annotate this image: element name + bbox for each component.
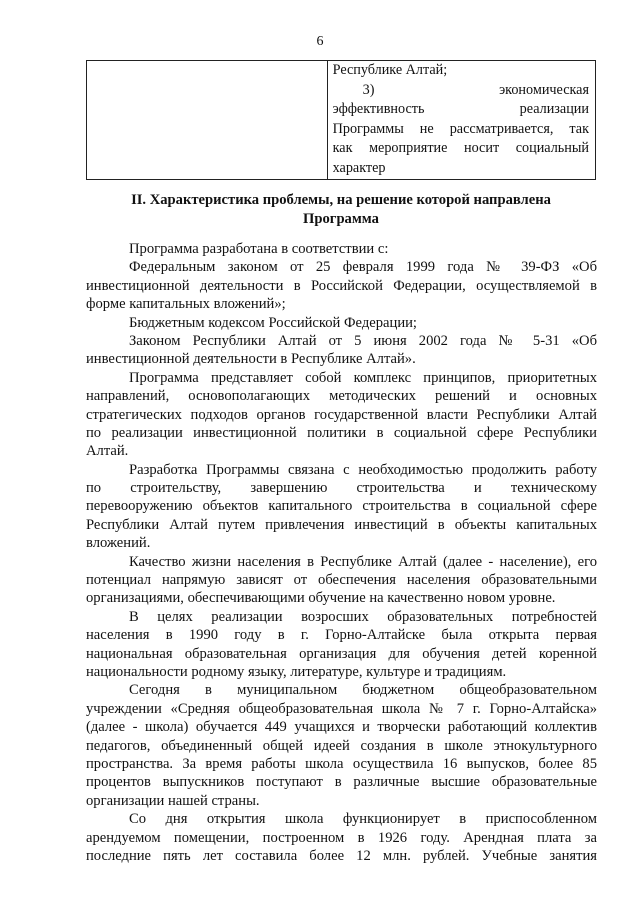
cell-text-line: эффективность реализации [332, 101, 589, 118]
text-line: (далее - школа) обучается 449 учащихся и творчески работающий коллектив [86, 719, 597, 736]
paragraph [86, 681, 597, 810]
text-line: Разработка Программы связана с необходимостью продолжить работу [129, 461, 597, 478]
paragraph [86, 258, 597, 313]
text-line: Со дня открытия школа функционирует в приспособленном [129, 811, 597, 828]
text-line: пространства. За время работы школа осуществила 16 выпусков, более 85 [86, 755, 597, 772]
text-line: Республики Алтай путем привлечения инвестиций в объекты капитальных [86, 516, 597, 533]
text-line: В целях реализации возросших образовательных потребностей [129, 608, 597, 625]
top-table [86, 60, 596, 180]
text-line: Качество жизни населения в Республике Алтай (далее - население), его [129, 553, 597, 570]
text-line: Сегодня в муниципальном бюджетном общеобразовательном [129, 682, 597, 699]
table-cell-left [87, 61, 328, 180]
paragraph [86, 332, 597, 369]
text-line: Бюджетным кодексом Российской Федерации; [129, 314, 417, 331]
text-line: арендуемом помещении, построенном в 1926 году. Арендная плата за [86, 829, 597, 846]
cell-text-line: Программы не рассматривается, так [332, 120, 589, 137]
section-heading-line: II. Характеристика проблемы, на решение которой направлена [131, 192, 551, 208]
text-line: последние пять лет составила более 12 млн. рублей. Учебные занятия [86, 847, 597, 864]
text-line: потенциал напрямую зависят от обеспечения населения образовательными [86, 572, 597, 589]
text-line: учреждении «Средняя общеобразовательная школа № 7 г. Горно-Алтайска» [86, 700, 597, 717]
text-line: инвестиционной деятельности в Российской Федерации, осуществляемой в [86, 277, 597, 294]
section-heading [86, 191, 596, 229]
text-line: направлений, основополагающих методических решений и основных [86, 388, 597, 405]
table-cell-right [327, 61, 595, 180]
text-line: Федеральным законом от 25 февраля 1999 года № 39-ФЗ «Об [129, 259, 597, 276]
text-line: организациями, обеспечивающими обучение на качественно новом уровне. [86, 590, 556, 607]
text-line: Программа представляет собой комплекс принципов, приоритетных [129, 369, 597, 386]
text-line: национальности родному языку, литературе, культуре и традициям. [86, 663, 507, 680]
text-line: форме капитальных вложений»; [86, 296, 286, 313]
page-number: 6 [316, 34, 324, 49]
paragraph [86, 369, 597, 461]
text-line: процентов выпускников поступают в различные высшие образовательные [86, 774, 597, 791]
cell-text-line: как мероприятие носит социальный [332, 140, 589, 157]
text-line: Законом Республики Алтай от 5 июня 2002 года № 5-31 «Об [129, 332, 597, 349]
text-line: по строительству, завершению строительства и техническому [86, 480, 597, 497]
text-line: Программа разработана в соответствии с: [129, 241, 389, 257]
text-line: населения в 1990 году в г. Горно-Алтайске была открыта первая [86, 627, 597, 644]
cell-text-line: характер [332, 159, 386, 176]
text-line: Алтай. [86, 443, 129, 460]
text-line: организации нашей страны. [86, 792, 260, 809]
paragraph [86, 608, 597, 682]
cell-text-line: 3) экономическая [362, 81, 589, 98]
paragraph [86, 314, 597, 332]
text-line: по реализации инвестиционной политики в социальной сфере Республики [86, 424, 597, 441]
text-line: вложений. [86, 535, 151, 552]
text-line: перевооружению объектов капитального строительства в социальной сфере [86, 498, 597, 515]
table-row [87, 61, 596, 180]
paragraph [86, 810, 597, 865]
text-line: педагогов, объединенный общей идеей создания в школе этнокультурного [86, 737, 597, 754]
paragraph [86, 240, 597, 258]
text-line: национальная образовательная организация для обучения детей коренной [86, 645, 597, 662]
section-heading-line: Программа [303, 211, 379, 227]
text-line: инвестиционной деятельности в Республике Алтай». [86, 351, 416, 368]
text-line: стратегических подходов органов государственной власти Республики Алтай [86, 406, 597, 423]
paragraph [86, 461, 597, 553]
cell-text-line: Республике Алтай; [332, 62, 448, 78]
body-text [86, 240, 597, 865]
paragraph [86, 553, 597, 608]
